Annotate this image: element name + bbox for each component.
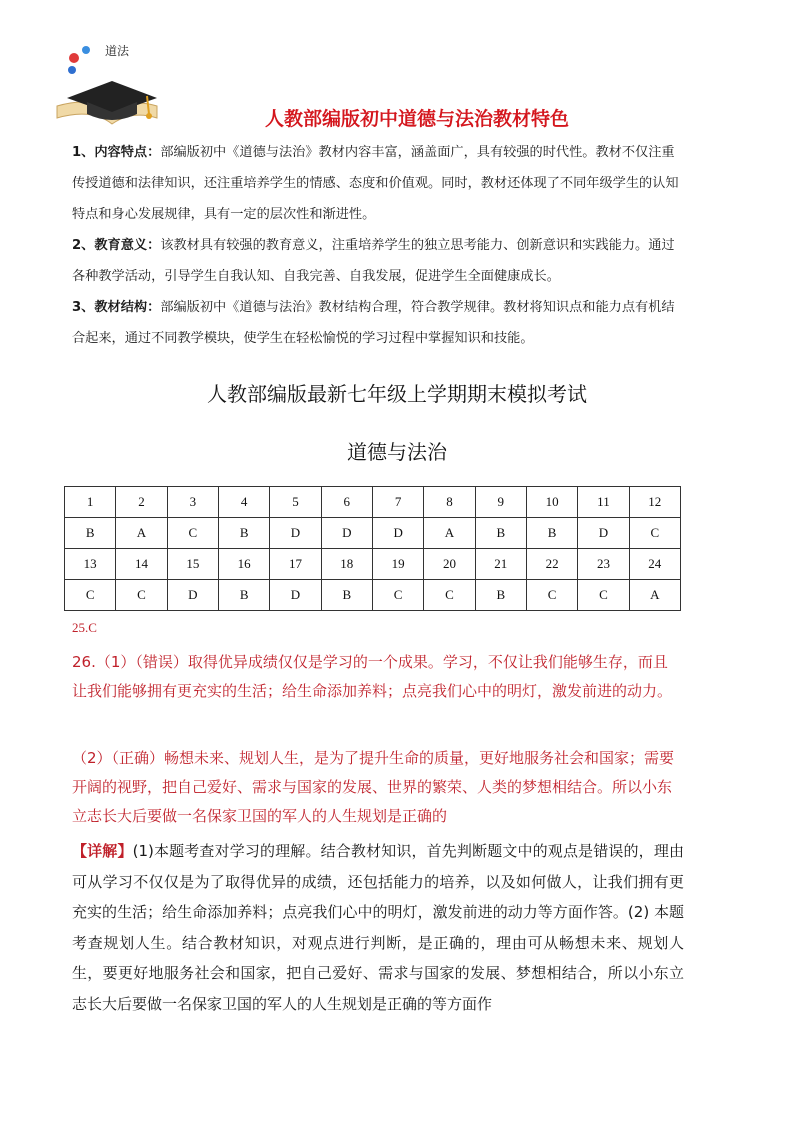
question-number-cell: 12 (629, 487, 680, 518)
answer-cell: B (218, 518, 269, 549)
answer-cell: D (578, 518, 629, 549)
question-number-cell: 13 (65, 549, 116, 580)
question-number-cell: 20 (424, 549, 475, 580)
exam-title: 人教部编版最新七年级上学期期末模拟考试 (207, 382, 587, 406)
answer-cell: D (321, 518, 372, 549)
answer-cell: B (526, 518, 577, 549)
answer-cell: C (578, 580, 629, 611)
answer-row (65, 580, 681, 611)
answer-26-part1: 26.（1）（错误）取得优异成绩仅仅是学习的一个成果。学习，不仅让我们能够生存，而且让我们能够拥有更充实的生活；给生命添加养料；点亮我们心中的明灯，激发前进的动力。 (72, 653, 673, 700)
answer-cell: C (526, 580, 577, 611)
feature-text: 该教材具有较强的教育意义，注重培养学生的独立思考能力、创新意识和实践能力。通过各种教学活动，引导学生自我认知、自我完善、自我发展，促进学生全面健康成长。 (72, 238, 675, 284)
feature-paragraph (72, 292, 682, 354)
answer-26-part2: （2）（正确）畅想未来、规划人生，是为了提升生命的质量，更好地服务社会和国家；需要开阔的视野，把自己爱好、需求与国家的发展、世界的繁荣、人类的梦想相结合。所以小东立志长大后要做一名保家卫国的军人的人生规划是正确的 (72, 749, 675, 825)
question-number-cell: 14 (116, 549, 167, 580)
logo-label: 道法 (105, 44, 130, 58)
answer-cell: A (424, 518, 475, 549)
answer-cell: A (629, 580, 680, 611)
answer-cell: A (116, 518, 167, 549)
answer-cell: B (218, 580, 269, 611)
detail-text: (1)本题考查对学习的理解。结合教材知识，首先判断题文中的观点是错误的，理由可从学习不仅仅是为了取得优异的成绩，还包括能力的培养，以及如何做人，让我们拥有更充实的生活；给生命添加养料；点亮我们心中的明灯，激发前进的动力等方面作答。(2) 本题考查规划人生。结合教材知识，对观点进行判断，是正确的，理由可从畅想未来、规划人生，要更好地服务社会和国家，把自己爱好、需求与国家的发展、梦想相结合，所以小东立志长大后要做一名保家卫国的军人的人生规划是正确的等方面作 (72, 842, 684, 1013)
feature-label: 1、内容特点： (72, 145, 161, 160)
question-number-cell: 16 (218, 549, 269, 580)
question-number-cell: 2 (116, 487, 167, 518)
answer-cell: C (372, 580, 423, 611)
banner-title: 人教部编版初中道德与法治教材特色 (264, 108, 569, 130)
question-number-cell: 21 (475, 549, 526, 580)
question-number-cell: 7 (372, 487, 423, 518)
question-number-cell: 22 (526, 549, 577, 580)
question-number-cell: 17 (270, 549, 321, 580)
feature-text: 部编版初中《道德与法治》教材内容丰富，涵盖面广，具有较强的时代性。教材不仅注重传授道德和法律知识，还注重培养学生的情感、态度和价值观。同时，教材还体现了不同年级学生的认知特点和身心发展规律，具有一定的层次性和渐进性。 (72, 145, 679, 222)
answer-cell: C (167, 518, 218, 549)
answer-row (65, 518, 681, 549)
answer-cell: D (270, 580, 321, 611)
exam-subject: 道德与法治 (347, 440, 447, 464)
question-number-cell: 23 (578, 549, 629, 580)
answer-cell: D (372, 518, 423, 549)
question-number-row (65, 487, 681, 518)
answer-25: 25.C (72, 620, 97, 635)
answer-cell: D (270, 518, 321, 549)
answer-cell: C (116, 580, 167, 611)
answer-cell: B (321, 580, 372, 611)
question-number-cell: 18 (321, 549, 372, 580)
question-number-row (65, 549, 681, 580)
detail-explanation (72, 836, 684, 1019)
answer-cell: B (65, 518, 116, 549)
question-number-cell: 24 (629, 549, 680, 580)
answer-cell: C (65, 580, 116, 611)
feature-label: 3、教材结构： (72, 300, 161, 315)
feature-paragraph (72, 137, 682, 230)
question-number-cell: 5 (270, 487, 321, 518)
answer-cell: B (475, 518, 526, 549)
question-number-cell: 6 (321, 487, 372, 518)
answer-cell: D (167, 580, 218, 611)
question-number-cell: 8 (424, 487, 475, 518)
feature-text: 部编版初中《道德与法治》教材结构合理，符合教学规律。教材将知识点和能力点有机结合起来，通过不同教学模块，使学生在轻松愉悦的学习过程中掌握知识和技能。 (72, 300, 675, 346)
detail-tag: 【详解】 (72, 842, 133, 860)
question-number-cell: 11 (578, 487, 629, 518)
question-number-cell: 1 (65, 487, 116, 518)
feature-paragraph (72, 230, 682, 292)
answer-cell: C (629, 518, 680, 549)
feature-label: 2、教育意义： (72, 238, 161, 253)
question-number-cell: 10 (526, 487, 577, 518)
answer-table (64, 486, 681, 611)
answer-cell: B (475, 580, 526, 611)
question-number-cell: 4 (218, 487, 269, 518)
question-number-cell: 15 (167, 549, 218, 580)
answer-cell: C (424, 580, 475, 611)
question-number-cell: 19 (372, 549, 423, 580)
question-number-cell: 3 (167, 487, 218, 518)
question-number-cell: 9 (475, 487, 526, 518)
